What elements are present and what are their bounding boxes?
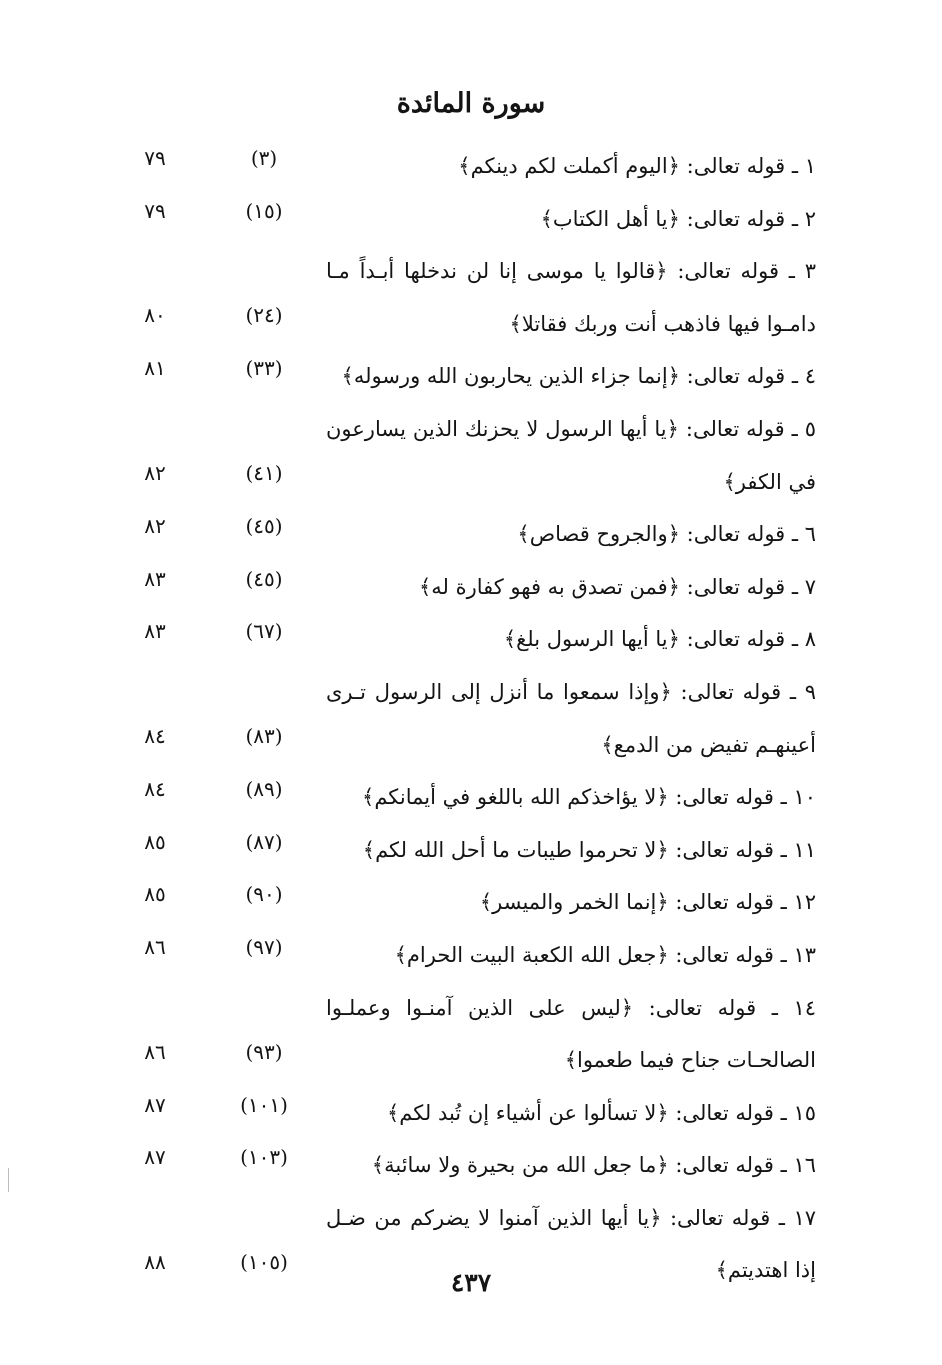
page-reference: ٨٠ xyxy=(144,303,166,328)
entry-text: ١١ ـ قوله تعالى: ﴿لا تحرموا طيبات ما أحل الله لكم﴾ xyxy=(362,837,816,862)
verse-number: (١٥) xyxy=(245,198,283,223)
verse-number: (٤١) xyxy=(245,460,283,485)
entry-text: ١٧ ـ قوله تعالى: ﴿يا أيها الذين آمنوا لا يضركم من ضـل إذا اهتديتم﴾ xyxy=(326,1205,816,1283)
verse-number: (١٠٥) xyxy=(240,1249,288,1274)
page-reference: ٧٩ xyxy=(144,146,166,170)
index-entry xyxy=(0,929,942,982)
page-reference: ٨٤ xyxy=(144,723,166,748)
index-entry xyxy=(0,613,942,666)
page-title: سورة المائدة xyxy=(396,88,546,119)
index-entry xyxy=(0,1139,942,1192)
entry-text: ٨ ـ قوله تعالى: ﴿يا أيها الرسول بلغ﴾ xyxy=(503,627,816,652)
index-entry xyxy=(0,666,942,771)
verse-number: (٩٣) xyxy=(245,1039,283,1064)
page-reference: ٨١ xyxy=(144,356,166,381)
entry-text: ٧ ـ قوله تعالى: ﴿فمن تصدق به فهو كفارة له﴾ xyxy=(418,574,816,599)
index-entry xyxy=(0,193,942,246)
index-list xyxy=(0,140,942,1297)
scan-edge-mark xyxy=(8,1168,12,1192)
verse-number: (٣٣) xyxy=(245,356,283,381)
page-reference: ٨٣ xyxy=(144,619,166,644)
page-reference: ٨٢ xyxy=(144,514,166,539)
index-entry xyxy=(0,824,942,877)
verse-number: (٣) xyxy=(250,146,278,170)
page-reference: ٨٧ xyxy=(144,1092,166,1117)
entry-text: ١٥ ـ قوله تعالى: ﴿لا تسألوا عن أشياء إن تُبد لكم﴾ xyxy=(387,1100,816,1125)
entry-text: ١٠ ـ قوله تعالى: ﴿لا يؤاخذكم الله باللغو في أيمانكم﴾ xyxy=(362,785,816,810)
verse-number: (٨٩) xyxy=(245,777,283,802)
verse-number: (٩٧) xyxy=(245,934,283,959)
page-reference: ٨٥ xyxy=(144,829,166,854)
verse-number: (٨٧) xyxy=(245,829,283,854)
page-reference: ٨٥ xyxy=(144,882,166,907)
entry-text: ٤ ـ قوله تعالى: ﴿إنما جزاء الذين يحاربون الله ورسوله﴾ xyxy=(341,364,816,389)
entry-text: ١٤ ـ قوله تعالى: ﴿ليس على الذين آمنـوا وعملـوا الصالحـات جناح فيما طعموا﴾ xyxy=(326,995,816,1073)
verse-number: (٤٥) xyxy=(245,514,283,539)
verse-number: (٦٧) xyxy=(245,619,283,644)
entry-text: ٦ ـ قوله تعالى: ﴿والجروح قصاص﴾ xyxy=(517,522,816,547)
entry-text: ١٣ ـ قوله تعالى: ﴿جعل الله الكعبة البيت الحرام﴾ xyxy=(394,942,816,967)
index-entry xyxy=(0,350,942,403)
page-reference: ٨٦ xyxy=(144,1039,166,1064)
verse-number: (٩٠) xyxy=(245,882,283,907)
index-entry xyxy=(0,876,942,929)
verse-number: (٤٥) xyxy=(245,566,283,591)
verse-number: (١٠٣) xyxy=(240,1145,288,1170)
entry-text: ١٢ ـ قوله تعالى: ﴿إنما الخمر والميسر﴾ xyxy=(479,890,816,915)
entry-text: ٩ ـ قوله تعالى: ﴿وإذا سمعوا ما أنزل إلى الرسول تـرى أعينهـم تفيض من الدمع﴾ xyxy=(326,679,816,757)
page-reference: ٧٩ xyxy=(144,198,166,223)
index-entry xyxy=(0,1087,942,1140)
index-entry xyxy=(0,561,942,614)
index-entry xyxy=(0,403,942,508)
entry-text: ١٦ ـ قوله تعالى: ﴿ما جعل الله من بحيرة ولا سائبة﴾ xyxy=(371,1153,816,1178)
page-reference: ٨٤ xyxy=(144,777,166,802)
index-entry xyxy=(0,508,942,561)
entry-text: ٢ ـ قوله تعالى: ﴿يا أهل الكتاب﴾ xyxy=(540,206,816,231)
entry-text: ٣ ـ قوله تعالى: ﴿قالوا يا موسى إنا لن ندخلها أبـداً مـا دامـوا فيها فاذهب أنت وربك فقاتلا﴾ xyxy=(326,259,816,336)
verse-number: (٢٤) xyxy=(245,303,283,328)
index-entry xyxy=(0,140,942,193)
entry-text: ٥ ـ قوله تعالى: ﴿يا أيها الرسول لا يحزنك الذين يسارعون في الكفر﴾ xyxy=(326,416,816,494)
page-reference: ٨٢ xyxy=(144,460,166,485)
index-entry xyxy=(0,771,942,824)
page-number: ٤٣٧ xyxy=(450,1268,492,1297)
page-reference: ٨٦ xyxy=(144,934,166,959)
verse-number: (١٠١) xyxy=(240,1092,288,1117)
entry-text: ١ ـ قوله تعالى: ﴿اليوم أكملت لكم دينكم﴾ xyxy=(458,154,816,178)
index-entry xyxy=(0,245,942,350)
page-reference: ٨٣ xyxy=(144,566,166,591)
page-reference: ٨٧ xyxy=(144,1145,166,1170)
index-entry xyxy=(0,982,942,1087)
page-reference: ٨٨ xyxy=(144,1249,166,1274)
verse-number: (٨٣) xyxy=(245,723,283,748)
